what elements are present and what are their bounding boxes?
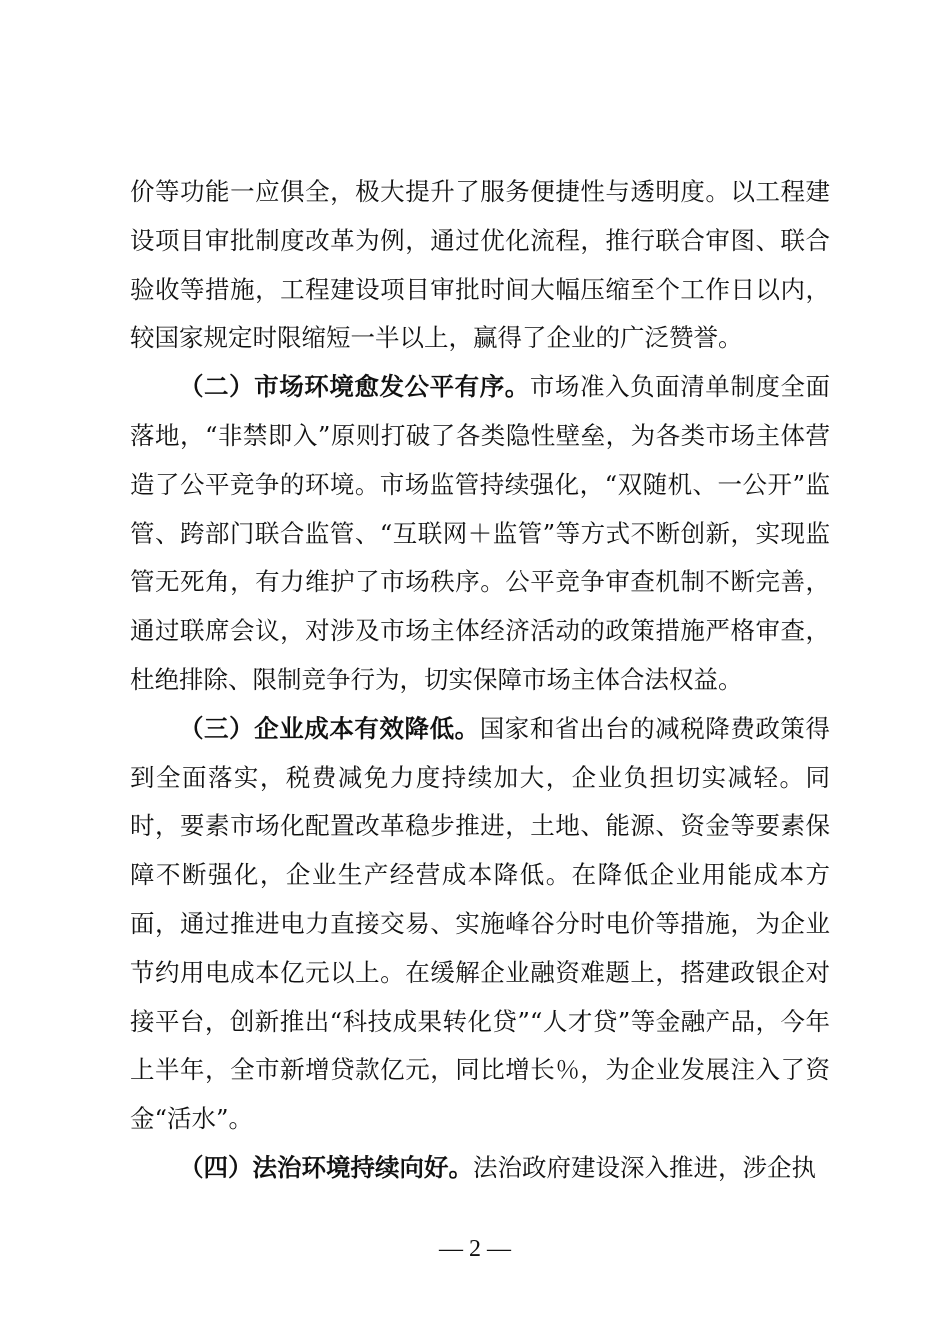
paragraph-2-text: 市场准入负面清单制度全面落地，“非禁即入”原则打破了各类隐性壁垒，为各类市场主体营造了公平竞争的环境。市场监管持续强化，“双随机、一公开”监管、跨部门联合监管、“互联网＋监管”等方式不断创新，实现监管无死角，有力维护了市场秩序。公平竞争审查机制不断完善，通过联席会议，对涉及市场主体经济活动的政策措施严格审查，杜绝排除、限制竞争行为，切实保障市场主体合法权益。 bbox=[130, 372, 831, 694]
paragraph-3 bbox=[130, 705, 830, 1144]
paragraph-1-text: 价等功能一应俱全，极大提升了服务便捷性与透明度。以工程建设项目审批制度改革为例，通过优化流程，推行联合审图、联合验收等措施，工程建设项目审批时间大幅压缩至个工作日以内，较国家规定时限缩短一半以上，赢得了企业的广泛赞誉。 bbox=[130, 177, 830, 353]
paragraph-4-text: 法治政府建设深入推进，涉企执 bbox=[473, 1152, 816, 1182]
paragraph-1 bbox=[130, 168, 830, 363]
paragraph-3-heading: （三）企业成本有效降低。 bbox=[179, 713, 480, 743]
paragraph-4-heading: （四）法治环境持续向好。 bbox=[179, 1152, 473, 1182]
paragraph-2-heading: （二）市场环境愈发公平有序。 bbox=[179, 372, 530, 402]
paragraph-4 bbox=[130, 1144, 830, 1193]
paragraph-2 bbox=[130, 363, 830, 705]
document-body bbox=[130, 168, 830, 1193]
page-number: — 2 — bbox=[439, 1236, 511, 1262]
paragraph-3-text: 国家和省出台的减税降费政策得到全面落实，税费减免力度持续加大，企业负担切实减轻。同时，要素市场化配置改革稳步推进，土地、能源、资金等要素保障不断强化，企业生产经营成本降低。在降低企业用能成本方面，通过推进电力直接交易、实施峰谷分时电价等措施，为企业节约用电成本亿元以上。在缓解企业融资难题上，搭建政银企对接平台，创新推出“科技成果转化贷”“人才贷”等金融产品，今年上半年，全市新增贷款亿元，同比增长％，为企业发展注入了资金“活水”。 bbox=[130, 713, 830, 1134]
